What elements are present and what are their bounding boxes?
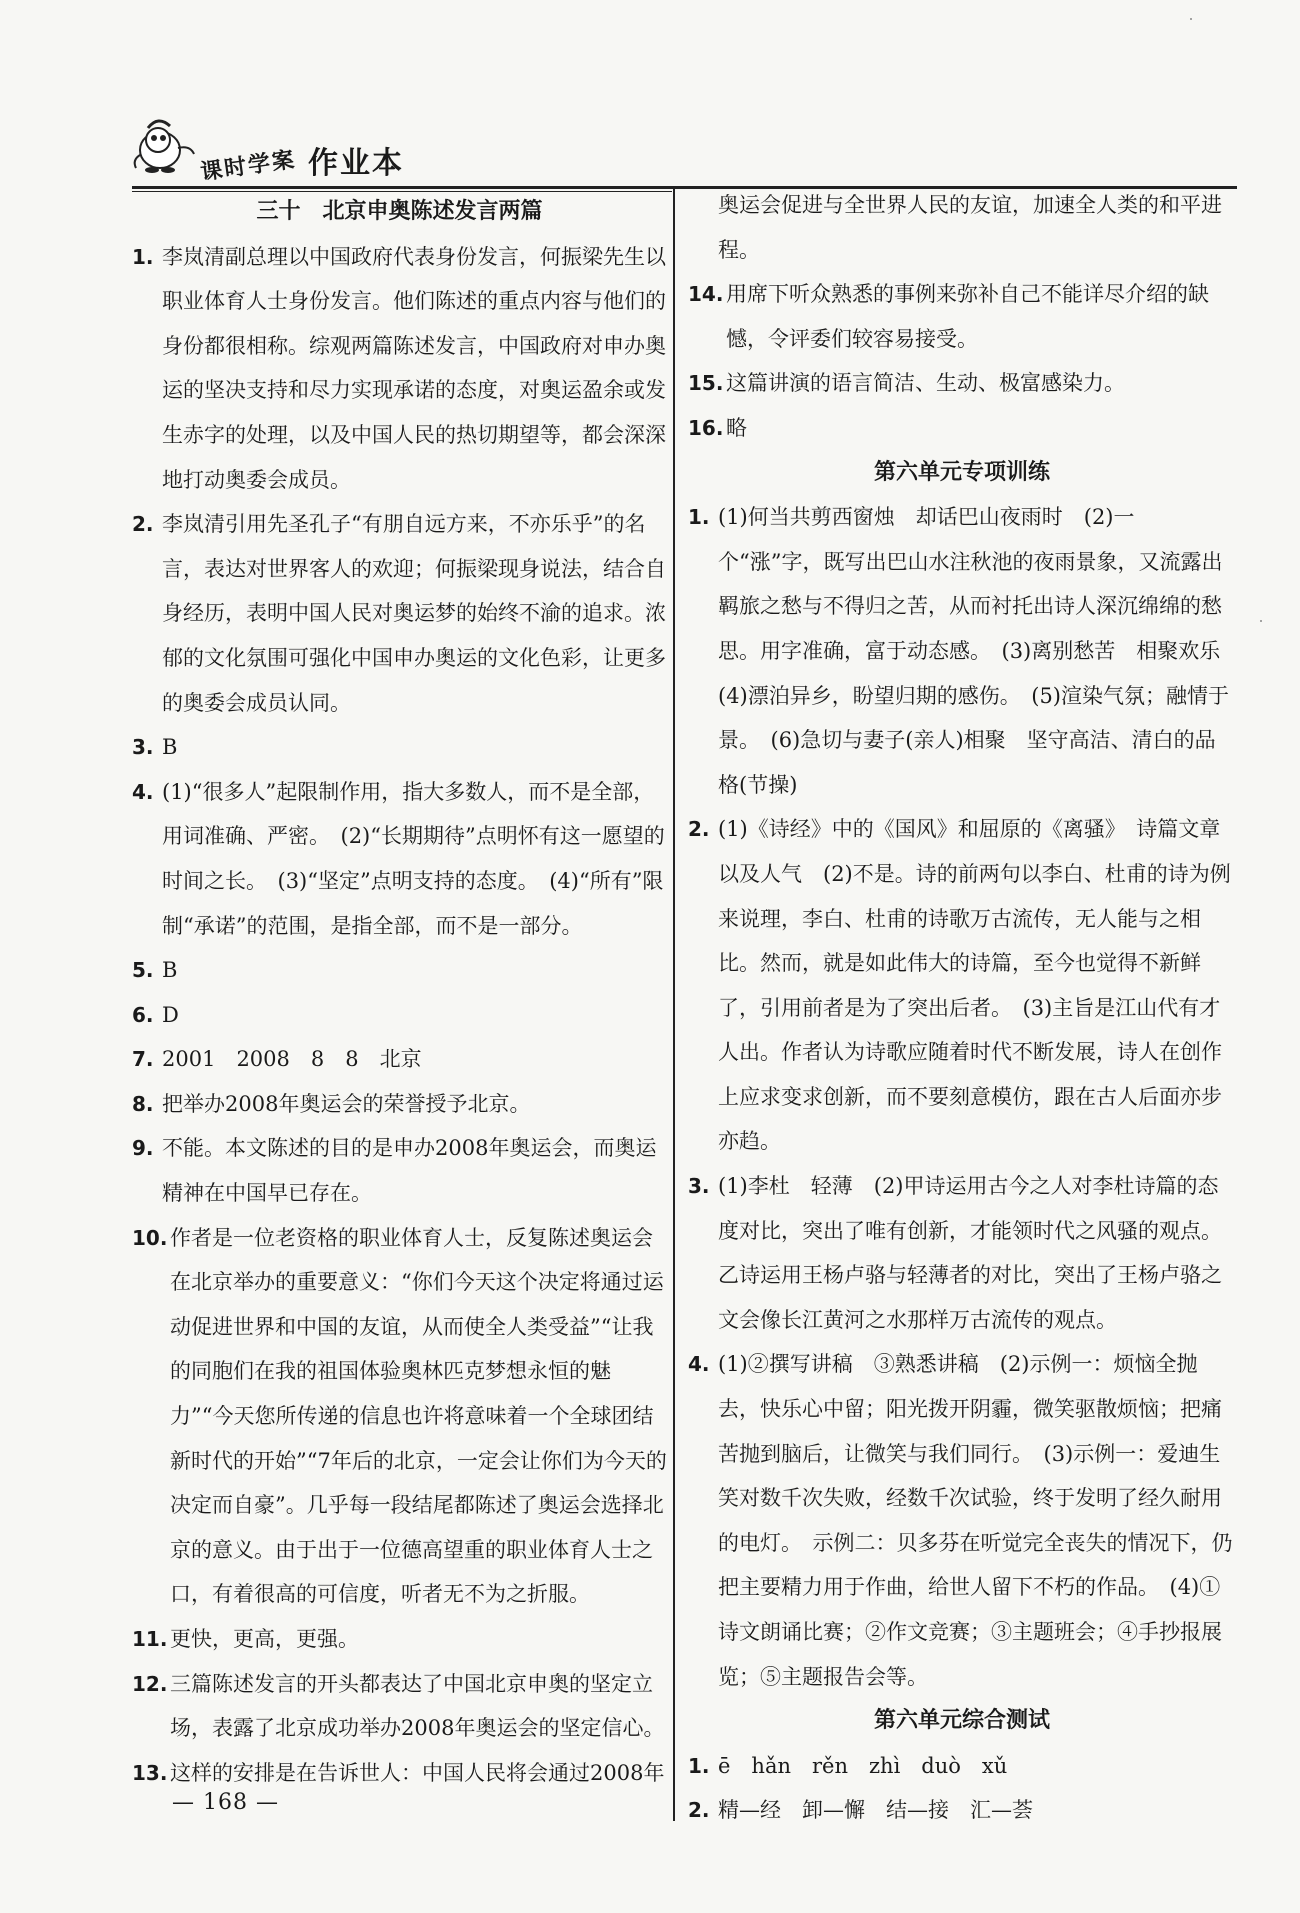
answer-item	[132, 1662, 667, 1751]
answer-number: 1.	[132, 244, 154, 269]
answer-item	[688, 807, 1236, 1164]
answer-number: 13.	[132, 1760, 168, 1785]
answer-item	[132, 1037, 667, 1082]
header	[130, 100, 690, 186]
section-title-unit6-training: 第六单元专项训练	[873, 459, 1050, 485]
answer-text: (1)何当共剪西窗烛 却话巴山夜雨时 (2)一个“涨”字，既写出巴山水注秋池的夜雨景象，又流露出羁旅之愁与不得归之苦，从而衬托出诗人深沉绵绵的愁思。用字准确，富于动态感。 (3)离别愁苦 相聚欢乐 (4)漂泊异乡，盼望归期的感伤。 (5)渲染气氛；融情于景。 (6)急切与妻子(亲人)相聚 坚守高洁、清白的品格(节操)	[718, 505, 1242, 797]
answer-number: 2.	[688, 817, 710, 842]
answer-item	[688, 1788, 1236, 1833]
answer-number: 1.	[688, 505, 710, 530]
answer-text: 这样的安排是在告诉世人：中国人民将会通过2008年	[170, 1760, 665, 1785]
answer-item	[132, 1126, 667, 1215]
answer-number: 16.	[688, 415, 724, 440]
brand-tag: 课时学案	[199, 147, 298, 186]
answer-item	[132, 1751, 667, 1796]
right-answer-list-b	[688, 495, 1242, 1699]
brand-title: 作业本	[308, 146, 405, 181]
answer-text: 2001 2008 8 8 北京	[162, 1047, 422, 1072]
answer-number: 10.	[132, 1225, 168, 1250]
answer-text: 作者是一位老资格的职业体育人士，反复陈述奥运会在北京举办的重要意义：“你们今天这个决定将通过运动促进世界和中国的友谊，从而使全人类受益”“让我的同胞们在我的祖国体验奥林匹克梦想永恒的魅力”“今天您所传递的信息也许将意味着一个全球团结新时代的开始”“7年后的北京，一定会让你们为今天的决定而自豪”。几乎每一段结尾都陈述了奥运会选择北京的意义。由于出于一位德高望重的职业体育人士之口，有着很高的可信度，听者无不为之折服。	[170, 1225, 667, 1607]
section-title-unit6-test: 第六单元综合测试	[873, 1708, 1050, 1734]
answer-text: 精—经 卸—懈 结—接 汇—荟	[718, 1798, 1033, 1823]
answer-item	[132, 502, 667, 725]
continued-answer: 奥运会促进与全世界人民的友谊，加速全人类的和平进程。	[718, 193, 1222, 262]
answer-text: 用席下听众熟悉的事例来弥补自己不能详尽介绍的缺憾，令评委们较容易接受。	[726, 282, 1209, 351]
answer-item	[132, 993, 667, 1038]
scan-speck	[1190, 18, 1192, 20]
answer-item	[132, 235, 667, 503]
answer-text: (1)《诗经》中的《国风》和屈原的《离骚》 诗篇文章以及人气 (2)不是。诗的前两句以李白、杜甫的诗为例来说理，李白、杜甫的诗歌万古流传，无人能与之相比。然而，就是如此伟大的诗篇，至今也觉得不新鲜了，引用前者是为了突出后者。 (3)主旨是江山代有才人出。作者认为诗歌应随着时代不断发展，诗人在创作上应求变求创新，而不要刻意模仿，跟在古人后面亦步亦趋。	[718, 817, 1231, 1154]
answer-text: 李岚清副总理以中国政府代表身份发言，何振梁先生以职业体育人士身份发言。他们陈述的重点内容与他们的身份都很相称。综观两篇陈述发言，中国政府对申办奥运的坚决支持和尽力实现承诺的态度，对奥运盈余或发生赤字的处理，以及中国人民的热切期望等，都会深深地打动奥委会成员。	[162, 244, 666, 492]
answer-text: 把举办2008年奥运会的荣誉授予北京。	[162, 1091, 531, 1116]
answer-number: 7.	[132, 1047, 154, 1072]
answer-text: D	[162, 1002, 179, 1027]
answer-number: 1.	[688, 1753, 710, 1778]
left-column	[132, 190, 667, 1795]
answer-number: 4.	[688, 1352, 710, 1377]
answer-number: 8.	[132, 1091, 154, 1116]
answer-number: 2.	[132, 512, 154, 537]
answer-text: 三篇陈述发言的开头都表达了中国北京申奥的坚定立场，表露了北京成功举办2008年奥运会的坚定信心。	[170, 1671, 665, 1741]
answer-number: 6.	[132, 1002, 154, 1027]
answer-item	[132, 1216, 667, 1617]
left-answer-list	[132, 235, 667, 1796]
answer-text: (1)李杜 轻薄 (2)甲诗运用古今之人对李杜诗篇的态度对比，突出了唯有创新，才能领时代之风骚的观点。乙诗运用王杨卢骆与轻薄者的对比，突出了王杨卢骆之文会像长江黄河之水那样万古流传的观点。	[718, 1174, 1222, 1332]
scan-speck	[1260, 620, 1262, 622]
right-column	[688, 183, 1242, 1833]
answer-item	[132, 1617, 667, 1662]
answer-number: 4.	[132, 779, 154, 804]
answer-item	[132, 725, 667, 770]
answer-text: 更快，更高，更强。	[170, 1627, 359, 1651]
answer-number: 15.	[688, 371, 724, 396]
answer-number: 3.	[132, 735, 154, 760]
answer-text: 不能。本文陈述的目的是申办2008年奥运会，而奥运精神在中国早已存在。	[162, 1136, 657, 1206]
answer-item	[688, 1342, 1236, 1699]
answer-item	[688, 406, 1236, 451]
answer-item	[132, 770, 667, 948]
brand	[199, 138, 405, 186]
cartoon-bird-mascot-icon	[130, 110, 200, 180]
answer-item	[688, 1164, 1236, 1342]
answer-number: 11.	[132, 1627, 168, 1651]
answer-item	[688, 495, 1242, 807]
answer-item	[688, 272, 1236, 361]
answer-item	[688, 361, 1236, 406]
answer-number: 5.	[132, 958, 154, 983]
answer-text: ē hǎn rěn zhì duò xǔ	[718, 1753, 1008, 1778]
answer-number: 3.	[688, 1174, 710, 1199]
page-number: — 168 —	[172, 1790, 279, 1815]
right-answer-list-c	[688, 1744, 1236, 1833]
section-title: 三十 北京申奥陈述发言两篇	[256, 199, 543, 224]
answer-text: 略	[726, 415, 747, 440]
answer-number: 14.	[688, 282, 724, 307]
answer-number: 12.	[132, 1671, 168, 1696]
right-answer-list-a	[688, 272, 1236, 450]
answer-text: B	[162, 958, 178, 983]
answer-text: 这篇讲演的语言简洁、生动、极富感染力。	[726, 371, 1125, 396]
answer-text: 李岚清引用先圣孔子“有朋自远方来，不亦乐乎”的名言，表达对世界客人的欢迎；何振梁现身说法，结合自身经历，表明中国人民对奥运梦的始终不渝的追求。浓郁的文化氛围可强化中国申办奥运的文化色彩，让更多的奥委会成员认同。	[162, 512, 666, 715]
answer-number: 2.	[688, 1798, 710, 1823]
answer-text: B	[162, 735, 178, 760]
column-divider	[673, 186, 675, 1821]
answer-item	[688, 1744, 1236, 1789]
answer-item	[132, 1082, 667, 1127]
answer-text: (1)②撰写讲稿 ③熟悉讲稿 (2)示例一：烦恼全抛去，快乐心中留；阳光拨开阴霾，微笑驱散烦恼；把痛苦抛到脑后，让微笑与我们同行。 (3)示例一：爱迪生笑对数千次失败，经数千次试验，终于发明了经久耐用的电灯。 示例二：贝多芬在听觉完全丧失的情况下，仍把主要精力用于作曲，给世人留下不朽的作品。 (4)①诗文朗诵比赛；②作文竞赛；③主题班会；④手抄报展览；⑤主题报告会等。	[718, 1352, 1233, 1689]
answer-item	[132, 948, 667, 993]
answer-text: (1)“很多人”起限制作用，指大多数人，而不是全部，用词准确、严密。 (2)“长期期待”点明怀有这一愿望的时间之长。 (3)“坚定”点明支持的态度。 (4)“所有”限制“承诺”的范围，是指全部，而不是一部分。	[162, 779, 665, 938]
answer-number: 9.	[132, 1136, 154, 1161]
